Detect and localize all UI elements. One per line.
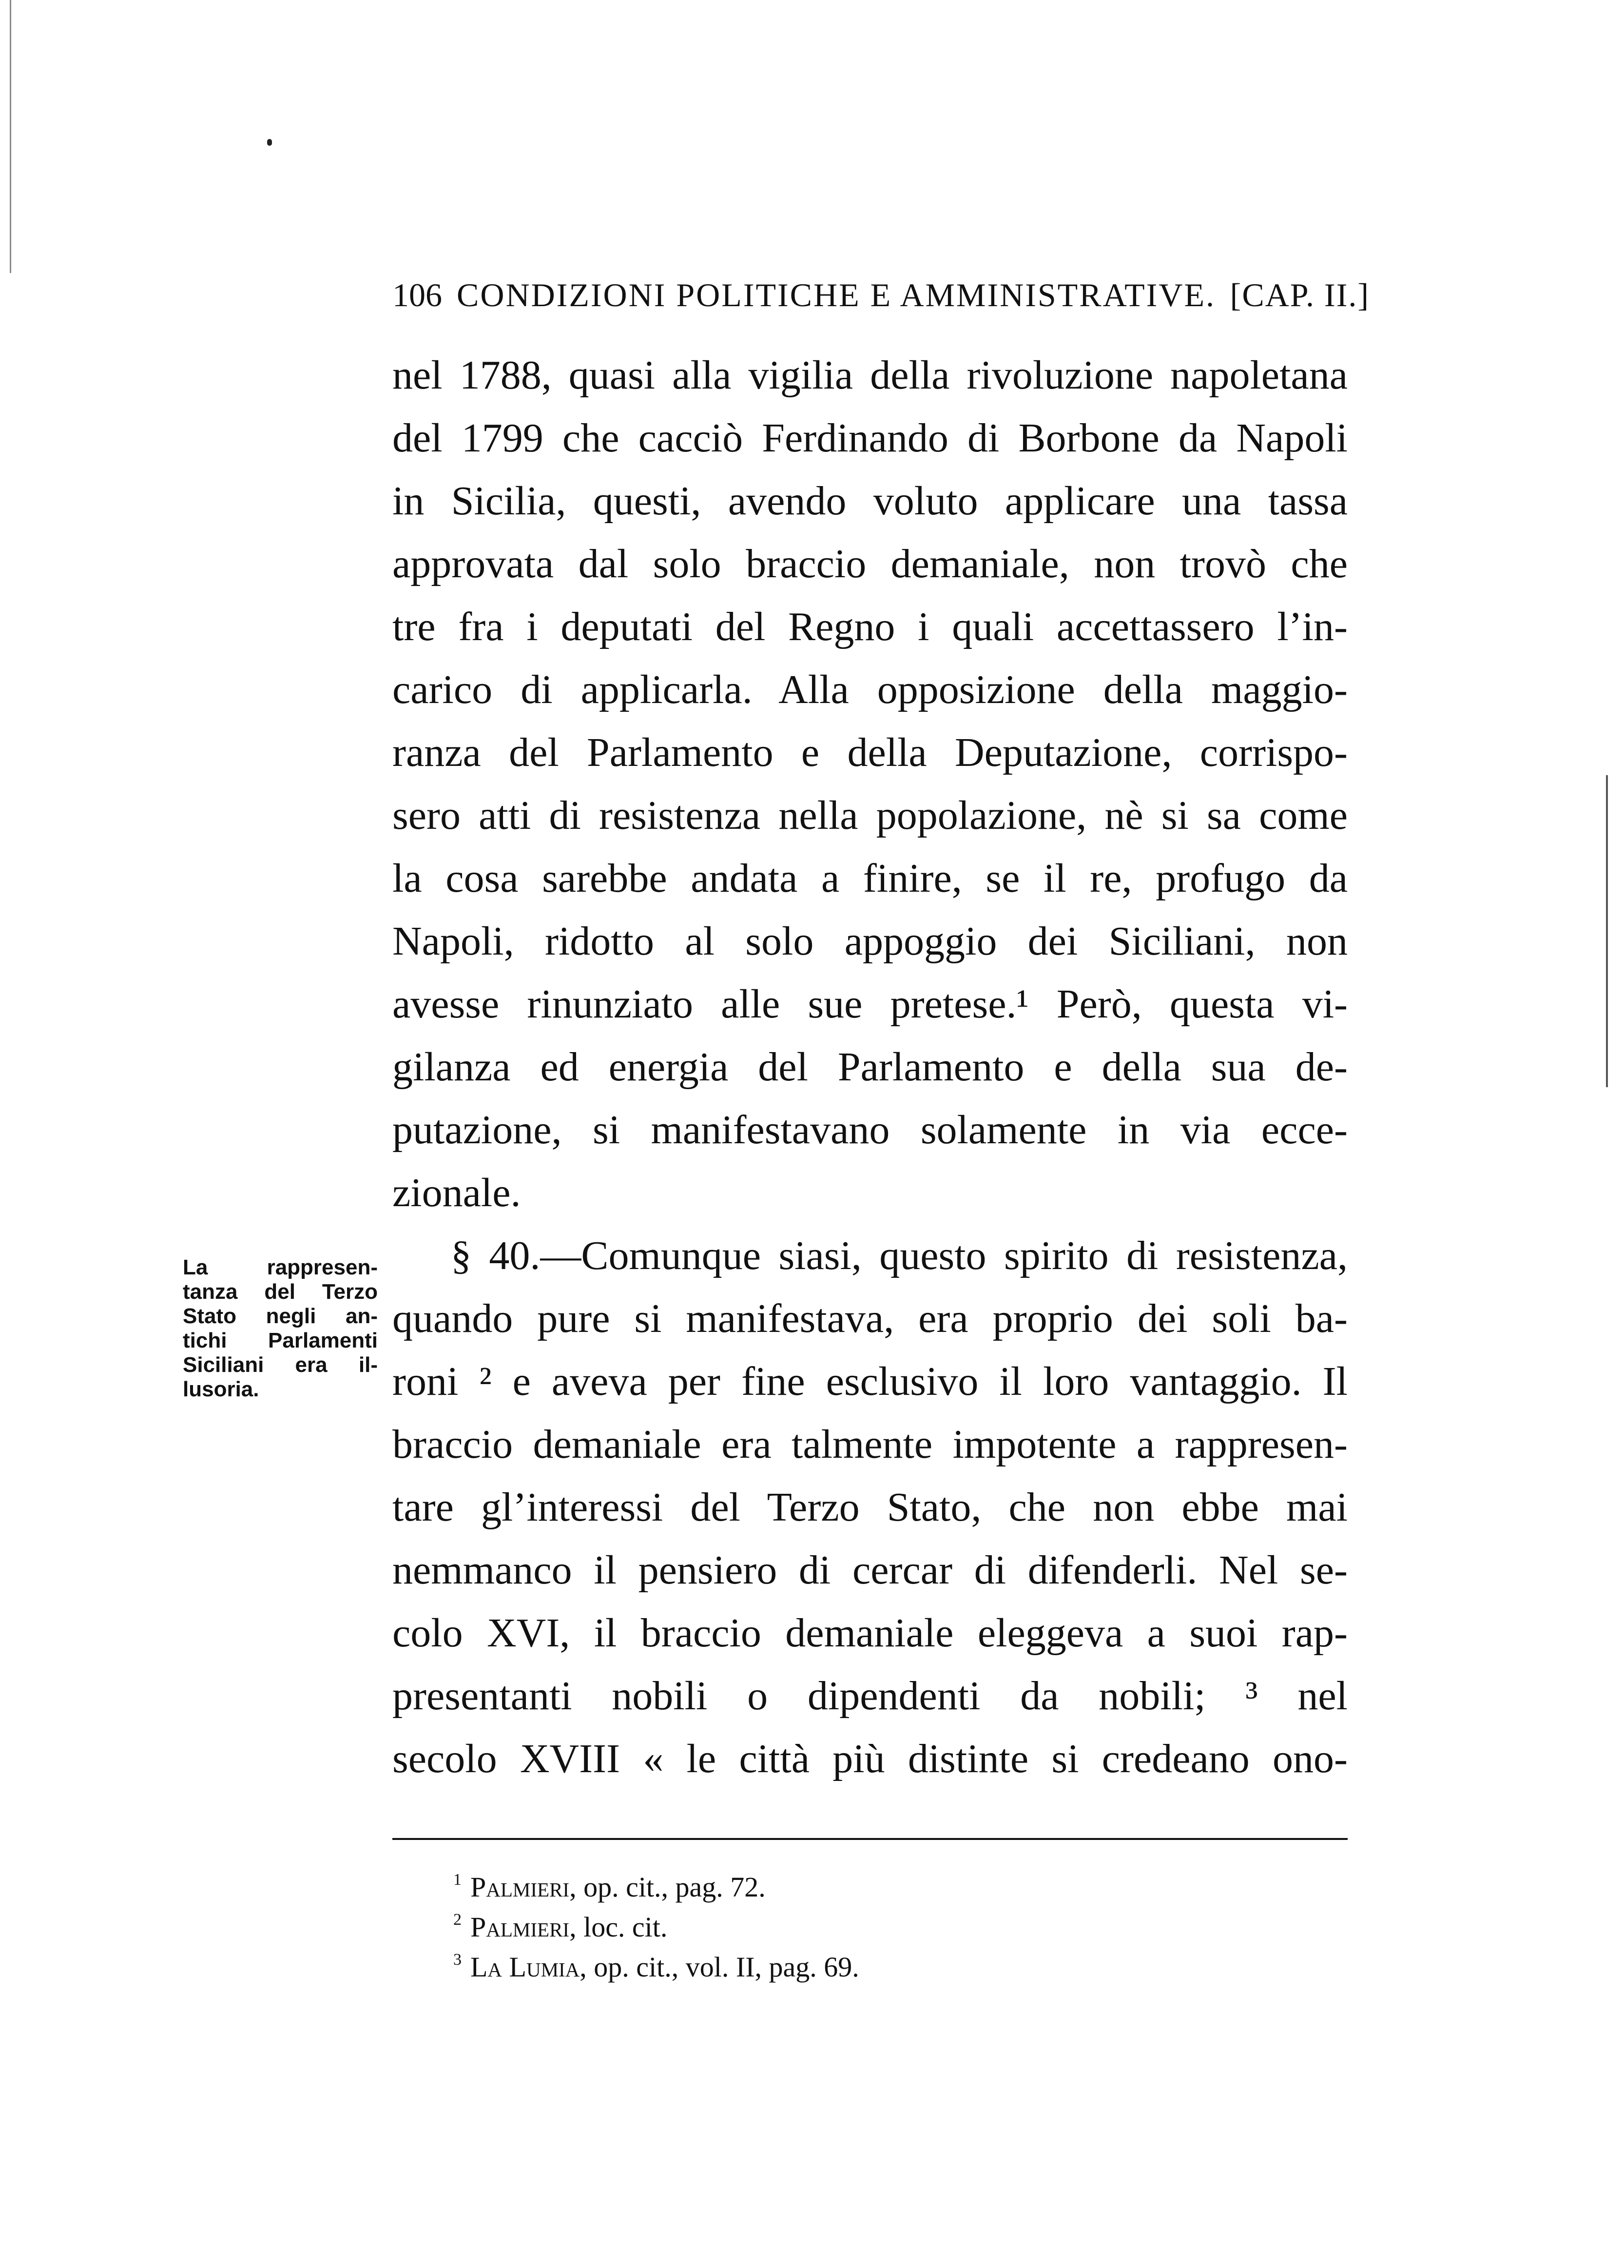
footnote-citation: , op. cit., vol. II, pag. 69. — [580, 1951, 859, 1983]
footnote-mark: 3 — [453, 1951, 462, 1969]
footnote-mark: 2 — [453, 1911, 462, 1929]
text-line: colo XVI, il braccio demaniale eleggeva a suoi rap- — [392, 1610, 1348, 1656]
footnote — [453, 1940, 1184, 1983]
text-line: putazione, si manifestavano solamente in via ecce- — [392, 1107, 1348, 1153]
text-line: ranza del Parlamento e della Deputazione, corrispo- — [392, 730, 1348, 775]
page-number: 106 — [392, 276, 442, 313]
text-line: nel 1788, quasi alla vigilia della rivoluzione napoletana — [392, 352, 1348, 398]
text-line: Napoli, ridotto al solo appoggio dei Siciliani, non — [392, 919, 1348, 964]
text-line: roni ² e aveva per fine esclusivo il loro vantaggio. Il — [392, 1359, 1348, 1404]
text-line: carico di applicarla. Alla opposizione della maggio- — [392, 667, 1348, 712]
text-line: secolo XVIII « le città più distinte si credeano ono- — [392, 1736, 1348, 1781]
main-text — [392, 344, 1348, 1790]
margin-note-line: lusoria. — [183, 1377, 259, 1401]
footnote — [453, 1860, 1184, 1903]
footnote — [453, 1900, 1184, 1943]
scan-edge-line — [10, 0, 11, 273]
text-line: quando pure si manifestava, era proprio dei soli ba- — [392, 1296, 1348, 1341]
footnote-author: Palmieri — [470, 1911, 570, 1943]
footnote-author: La Lumia — [470, 1951, 580, 1983]
scan-dot — [267, 139, 272, 146]
text-line: nemmanco il pensiero di cercar di difenderli. Nel se- — [392, 1547, 1348, 1593]
text-line: approvata dal solo braccio demaniale, non trovò che — [392, 541, 1348, 587]
text-line: braccio demaniale era talmente impotente a rappresen- — [392, 1422, 1348, 1467]
text-line: sero atti di resistenza nella popolazione, nè si sa come — [392, 793, 1348, 838]
margin-note — [183, 1255, 378, 1402]
text-line: tare gl’interessi del Terzo Stato, che non ebbe mai — [392, 1485, 1348, 1530]
text-line: del 1799 che cacciò Ferdinando di Borbone da Napoli — [392, 415, 1348, 461]
margin-note-line: La rappresen- — [183, 1255, 378, 1279]
footnote-citation: , op. cit., pag. 72. — [569, 1871, 766, 1903]
running-title: CONDIZIONI POLITICHE E AMMINISTRATIVE. — [457, 276, 1216, 313]
footnote-author: Palmieri — [470, 1871, 570, 1903]
margin-note-line: Stato negli an- — [183, 1304, 378, 1328]
scan-edge-line-right — [1606, 775, 1608, 1087]
footnotes — [453, 1860, 1184, 1983]
footnote-citation: , loc. cit. — [569, 1911, 668, 1943]
running-header — [392, 271, 1370, 319]
margin-note-line: Siciliani era il- — [183, 1353, 378, 1377]
text-line: tre fra i deputati del Regno i quali accettassero l’in- — [392, 604, 1348, 649]
section-heading-line: § 40.—Comunque siasi, questo spirito di resistenza, — [451, 1233, 1348, 1278]
text-line: in Sicilia, questi, avendo voluto applicare una tassa — [392, 478, 1348, 524]
text-line: gilanza ed energia del Parlamento e della sua de- — [392, 1044, 1348, 1090]
text-line: presentanti nobili o dipendenti da nobili; ³ nel — [392, 1673, 1348, 1719]
text-line: avesse rinunziato alle sue pretese.¹ Però, questa vi- — [392, 981, 1348, 1027]
footnote-mark: 1 — [453, 1871, 462, 1889]
text-line: zionale. — [392, 1170, 521, 1215]
footnote-divider — [392, 1838, 1348, 1840]
text-line: la cosa sarebbe andata a finire, se il re, profugo da — [392, 856, 1348, 901]
margin-note-line: tichi Parlamenti — [183, 1329, 378, 1352]
chapter-label: [CAP. II.] — [1230, 276, 1370, 313]
margin-note-line: tanza del Terzo — [183, 1280, 378, 1304]
